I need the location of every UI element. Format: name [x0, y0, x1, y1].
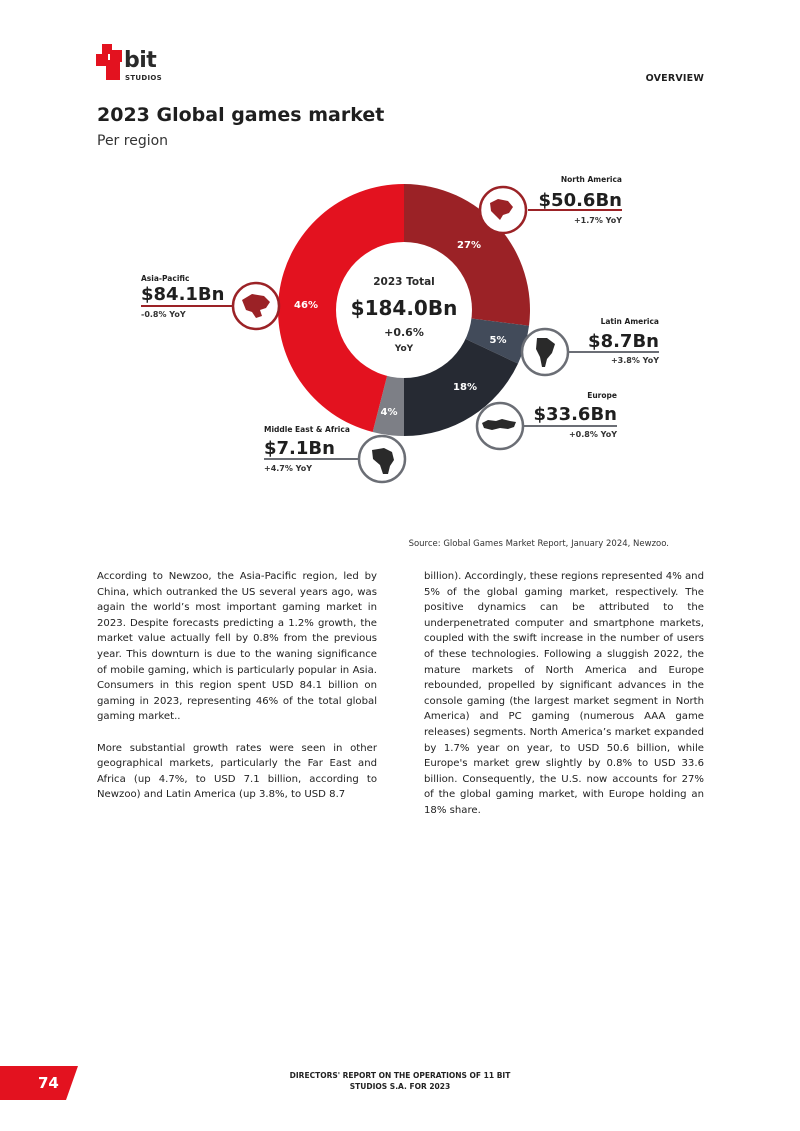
body-paragraph: More substantial growth rates were seen in other geographical markets, particularly the Far East and Africa (up 4.7%, to USD 7.1 billion, according to Newzoo) and Latin America (up 3.8%, to USD 8.7 — [97, 742, 377, 801]
section-label: OVERVIEW — [645, 73, 704, 84]
north-america-value: $50.6Bn — [538, 190, 622, 211]
center-change: +0.6% — [384, 326, 424, 339]
slice-label-latin-america: 5% — [489, 335, 507, 346]
page-subtitle: Per region — [97, 133, 169, 149]
asia-pacific-name: Asia-Pacific — [141, 274, 190, 283]
donut-chart — [0, 160, 800, 530]
page-number: 74 — [38, 1074, 59, 1092]
europe-value: $33.6Bn — [533, 404, 617, 425]
page-title: 2023 Global games market — [97, 104, 385, 126]
slice-label-north-america: 27% — [457, 240, 481, 251]
body-paragraph: billion). Accordingly, these regions represented 4% and 5% of the global gaming market, respectively. The positive dynamics can be attributed to the underpenetrated computer and smartphone markets, coupled with the swift increase in the number of users of these technologies. Following a sluggish 2022, the mature markets of North America and Europe rebounded, propelled by significant advances in the console gaming (the largest market segment in North America) and PC gaming (numerous AAA game releases) segments. North America’s market expanded by 1.7% year on year, to USD 50.6 billion, while Europe's market grew slightly by 0.8% to USD 33.6 billion. Consequently, the U.S. now accounts for 27% of the global gaming market, with Europe holding an 18% share. — [424, 571, 704, 816]
slice-label-europe: 18% — [453, 382, 477, 393]
center-label: 2023 Total — [373, 276, 435, 288]
center-total: $184.0Bn — [350, 296, 458, 320]
asia-pacific-yoy: -0.8% YoY — [141, 310, 186, 319]
europe-name: Europe — [587, 391, 617, 400]
latin-america-value: $8.7Bn — [588, 331, 659, 352]
chart-source: Source: Global Games Market Report, January 2024, Newzoo. — [408, 539, 669, 549]
europe-yoy: +0.8% YoY — [568, 430, 617, 439]
north-america-name: North America — [560, 175, 622, 184]
slice-label-middle-east-africa: 4% — [380, 407, 398, 418]
logo-subtext: STUDIOS — [125, 74, 163, 82]
middle-east-africa-name: Middle East & Africa — [264, 425, 350, 434]
north-america-yoy: +1.7% YoY — [573, 216, 622, 225]
body-column-right — [424, 569, 704, 834]
middle-east-africa-value: $7.1Bn — [264, 438, 335, 459]
body-column-left — [97, 569, 377, 819]
footer-title: DIRECTORS' REPORT ON THE OPERATIONS OF 11 BIT STUDIOS S.A. FOR 2023 — [289, 1071, 511, 1091]
slice-label-asia-pacific: 46% — [294, 300, 318, 311]
asia-pacific-value: $84.1Bn — [141, 284, 225, 305]
body-paragraph: According to Newzoo, the Asia-Pacific region, led by China, which outranked the US several years ago, was again the world’s most important gaming market in 2023. Despite forecasts predicting a 1.2% growth, the market value actually fell by 0.8% from the previous year. This downturn is due to the waning significance of mobile gaming, which is particularly popular in Asia. Consumers in this region spent USD 84.1 billion on gaming in 2023, representing 46% of the total global gaming market.. — [97, 571, 377, 723]
latin-america-yoy: +3.8% YoY — [610, 356, 659, 365]
logo-text: bit — [124, 48, 157, 73]
center-change-label: YoY — [394, 344, 414, 354]
latin-america-name: Latin America — [600, 317, 659, 326]
middle-east-africa-yoy: +4.7% YoY — [264, 464, 313, 473]
